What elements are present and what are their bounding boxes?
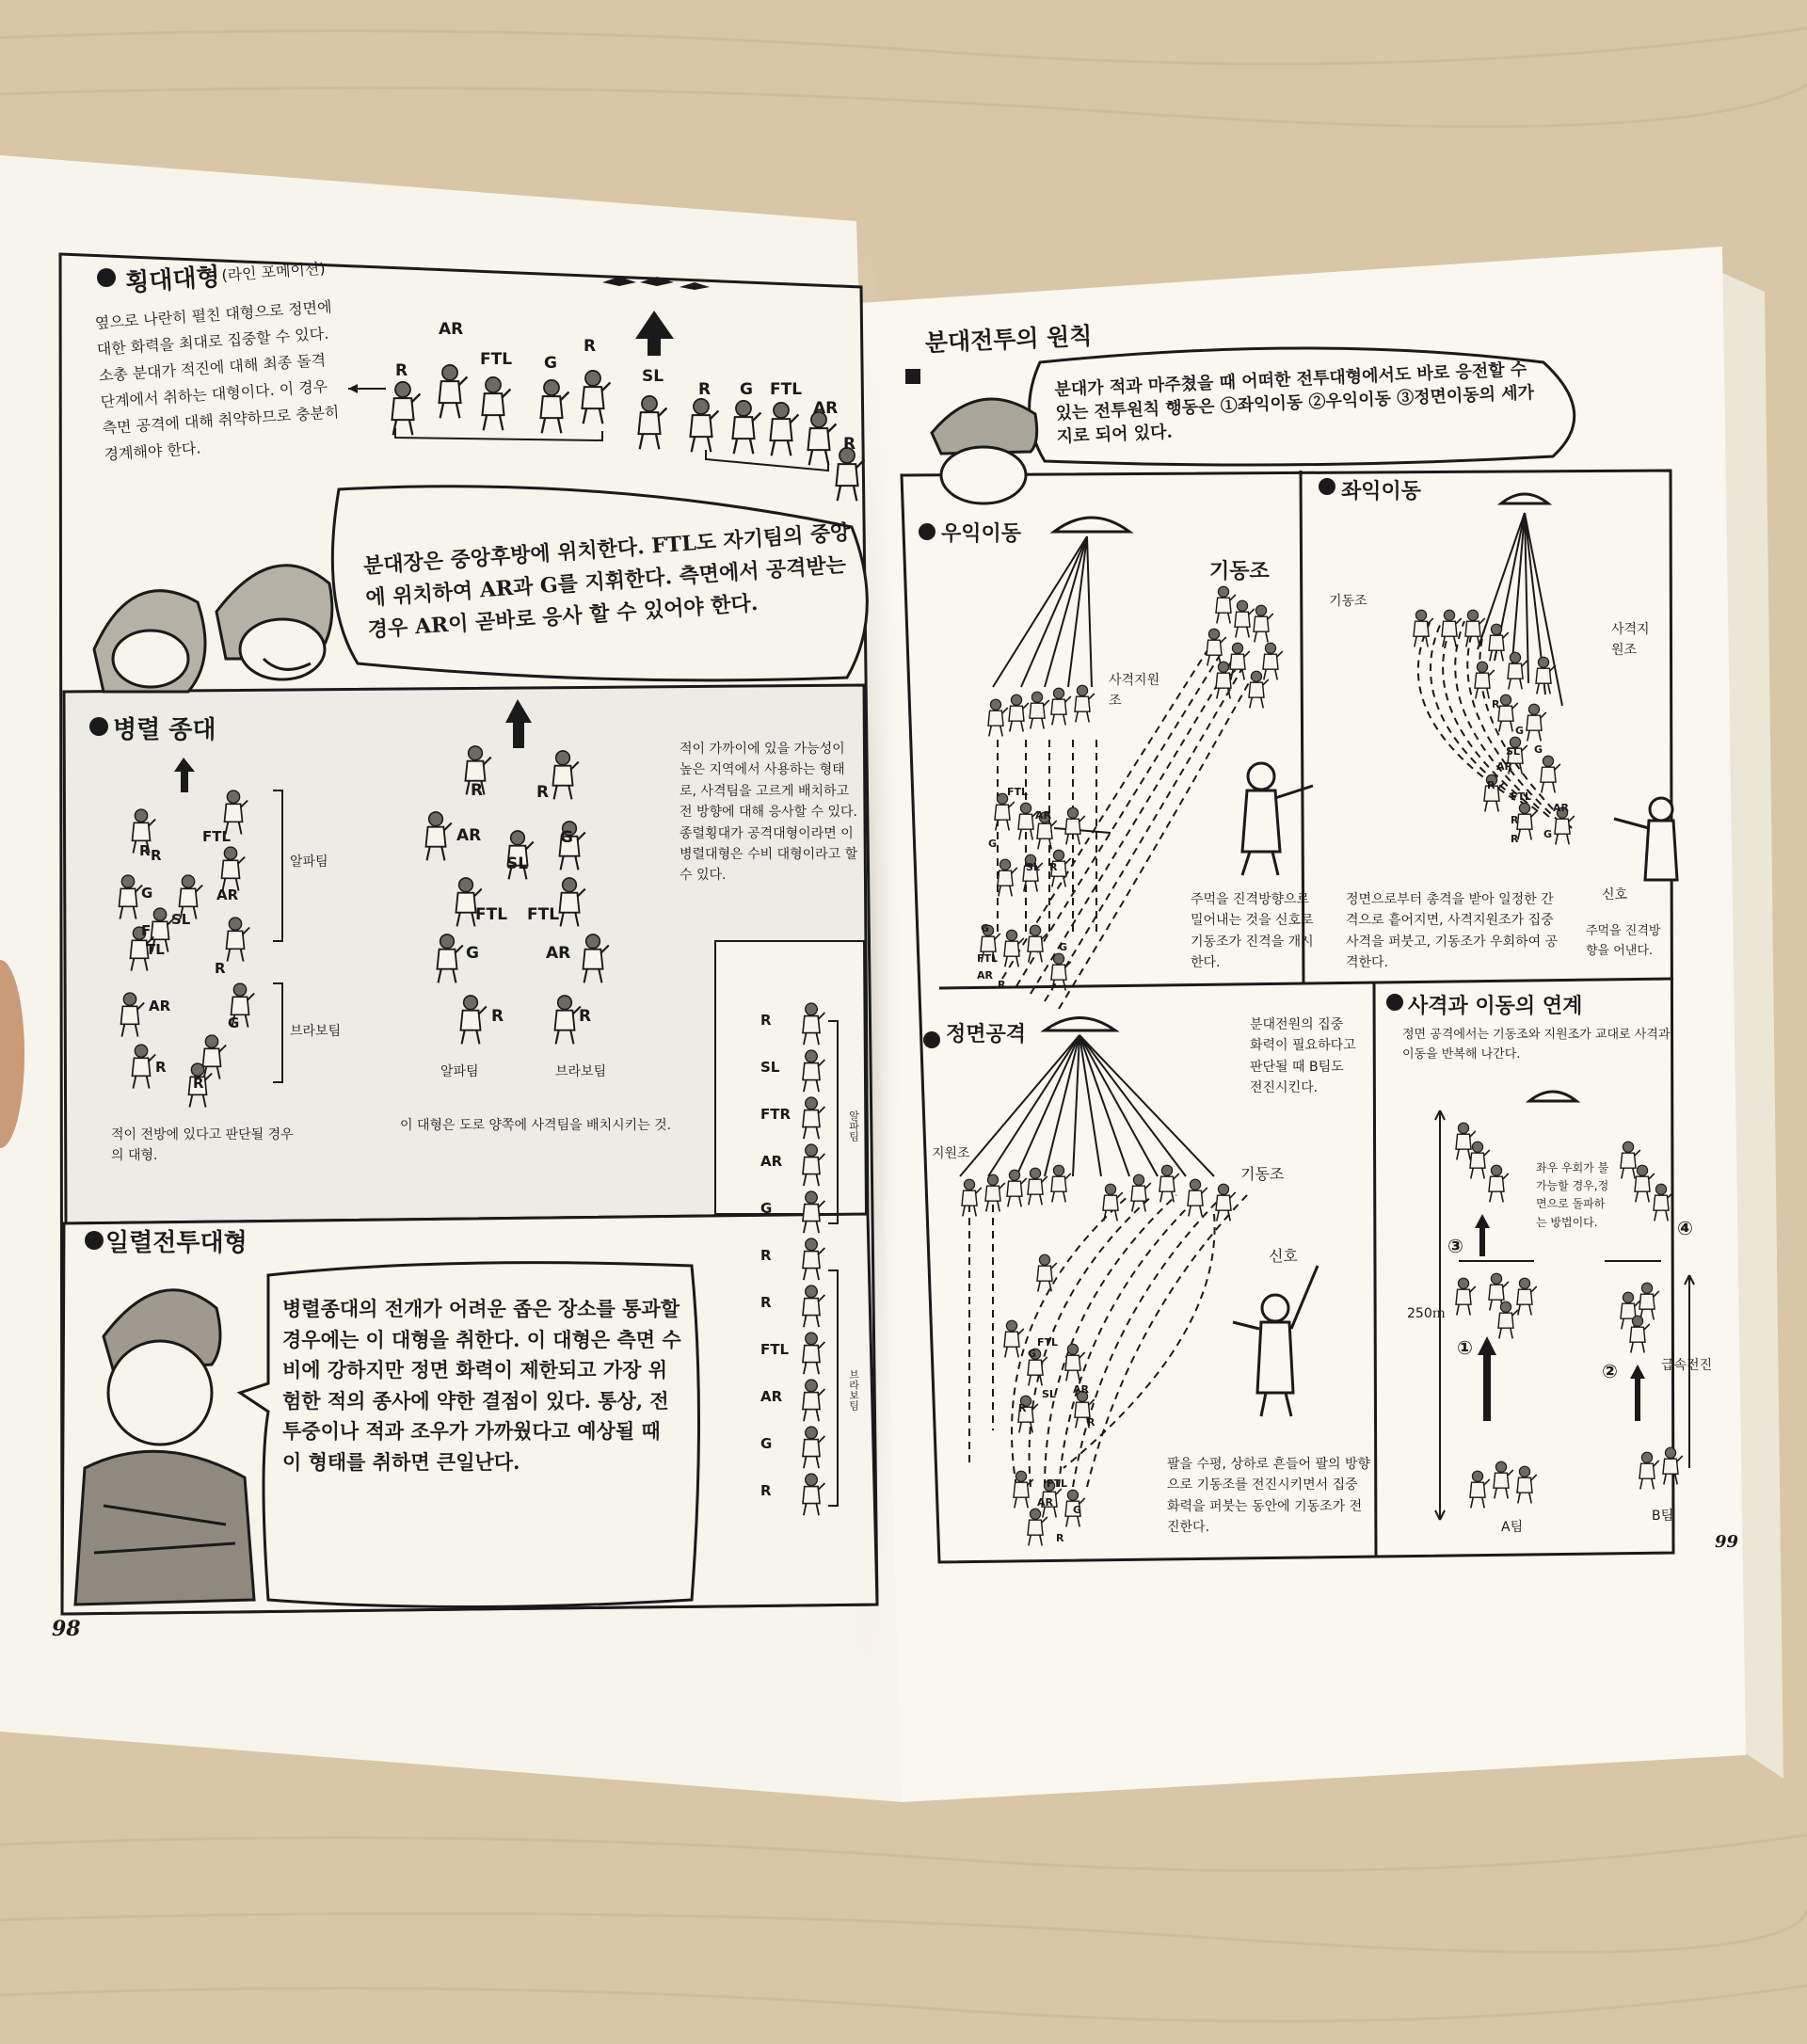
unit-label: AR (1035, 809, 1051, 822)
unit-label: AR (149, 998, 171, 1014)
unit-label: G (1059, 941, 1068, 953)
unit-label: R (155, 1059, 167, 1076)
left-move-signal-caption: 주먹을 진격방향을 어낸다. (1586, 924, 1661, 958)
unit-label: R (1056, 1532, 1064, 1544)
unit-label: FTL (770, 380, 803, 399)
unit-label: AR (1553, 802, 1569, 814)
left-move-caption: 정면으로부터 총격을 받아 일정한 간격으로 흩어지면, 사격지원조가 집중사격을 퍼붓고, 기동조가 우회하여 공격한다. (1346, 892, 1559, 971)
line-formation-title: 횡대대형 (라인 포메이션) (124, 259, 327, 298)
unit-label: R (1087, 1416, 1095, 1429)
fire-move-team-b: B팀 (1652, 1509, 1674, 1524)
front-attack-signal-label: 신호 (1269, 1247, 1298, 1265)
column-body-right: 적이 가까이에 있을 가능성이 높은 지역에서 사용하는 형태로, 사격팀을 고르게 배치하고 전 방향에 대해 응사할 수 있다. 종렬횡대가 공격대형이라면 이 병렬대형은 수비 대형이라고 할 수 있다. (680, 742, 858, 884)
right-page-number: 99 (1715, 1532, 1739, 1552)
unit-label: G (740, 380, 753, 399)
file-title: 일렬전투대형 (105, 1229, 248, 1257)
unit-label: F (141, 922, 152, 939)
unit-label: AR (760, 1153, 783, 1170)
unit-label: G (228, 1014, 240, 1031)
unit-label: R (584, 337, 597, 356)
unit-label: AR (760, 1388, 783, 1405)
unit-label: R (471, 781, 484, 800)
fire-move-rush-label: 급속전진 (1661, 1358, 1713, 1373)
unit-label: R (395, 361, 408, 380)
unit-label: R (843, 435, 856, 454)
unit-label: AR (456, 826, 482, 845)
left-move-title: 좌익이동 (1341, 480, 1422, 503)
unit-label: SL (1026, 861, 1040, 873)
unit-label: AR (439, 320, 464, 339)
unit-label: G (760, 1435, 773, 1452)
unit-label: AR (216, 886, 239, 903)
unit-label: FTL (760, 1341, 790, 1358)
unit-label: FTL (1511, 790, 1532, 803)
right-header-title: 분대전투의 원칙 (924, 322, 1094, 357)
unit-label: G (560, 828, 573, 847)
step-number: ① (1457, 1336, 1473, 1359)
unit-label: SL (1506, 745, 1520, 758)
front-attack-maneuver-label: 기동조 (1240, 1165, 1285, 1183)
right-move-support-label: 사격지원조 (1109, 673, 1160, 710)
step-number: ④ (1677, 1217, 1693, 1239)
unit-label: G (988, 838, 998, 850)
step-number: ③ (1447, 1235, 1463, 1257)
unit-label: G (1534, 743, 1543, 756)
fire-move-caption: 정면 공격에서는 기동조와 지원조가 교대로 사격과 이동을 반복해 나간다. (1402, 1028, 1671, 1062)
unit-label: R (536, 783, 550, 802)
unit-label: AR (813, 399, 839, 418)
unit-label: R (579, 1007, 592, 1026)
unit-label: SL (642, 367, 664, 386)
right-move-title: 우익이동 (941, 522, 1022, 546)
line-formation-body: 옆으로 나란히 펼친 대형으로 정면에 대한 화력을 최대로 집중할 수 있다. 소총 분대가 적진에 대해 최종 돌격단계에서 취하는 대형이다. 이 경우 측면 공격에 대해 취약하므로 충분히 경계해야 한다. (94, 297, 340, 464)
unit-label: R (1511, 833, 1519, 845)
left-move-signal-label: 신호 (1602, 887, 1628, 902)
unit-label: R (491, 1007, 504, 1026)
unit-label: R (760, 1482, 772, 1499)
unit-label: G (981, 922, 990, 934)
right-header-bubble-text: 분대가 적과 마주쳤을 때 어떠한 전투대형에서도 바로 응전할 수 있는 전투원칙 행동은 ①좌익이동 ②우익이동 ③정면이동의 세가지로 되어 있다. (1054, 359, 1535, 448)
unit-label: R (1049, 861, 1058, 873)
unit-label: SL (506, 854, 529, 873)
left-move-maneuver-label: 기동조 (1329, 594, 1367, 609)
unit-label: G (466, 944, 479, 963)
fire-move-team-a: A팀 (1501, 1520, 1524, 1535)
unit-label: R (1487, 779, 1495, 791)
unit-label: SL (760, 1059, 780, 1076)
line-formation-bubble-text: 분대장은 중앙후방에 위치한다. FTL도 자기팀의 중앙에 위치하여 AR과 G를 지휘한다. 측면에서 공격받는 경우 AR이 곧바로 응사 할 수 있어야 한다. (362, 519, 852, 643)
unit-label: R (998, 979, 1006, 991)
unit-label: FTL (527, 905, 560, 924)
front-attack-title: 정면공격 (946, 1023, 1027, 1046)
step-number: ② (1602, 1360, 1618, 1382)
fire-move-distance: 250ｍ (1407, 1306, 1446, 1321)
unit-label: FTL (480, 350, 513, 369)
unit-label: G (1073, 1504, 1082, 1516)
unit-label: G (760, 1200, 773, 1217)
column-caption-center: 이 대형은 도로 양쪽에 사격팀을 배치시키는 것. (400, 1118, 672, 1133)
front-attack-support-label: 지원조 (932, 1146, 970, 1161)
right-move-caption: 주먹을 진격방향으로 밀어내는 것을 신호로 기동조가 진격을 개시한다. (1191, 892, 1314, 971)
unit-label: FTL (1037, 1336, 1059, 1349)
file-team-bravo: 브라보팀 (847, 1369, 860, 1411)
left-move-support-label: 사격지원조 (1611, 622, 1650, 659)
unit-label: R (139, 842, 151, 859)
unit-label: AR (977, 969, 993, 982)
unit-label: R (1492, 698, 1500, 711)
unit-label: FTL (977, 952, 999, 965)
ring-alpha-label: 알파팀 (440, 1064, 479, 1079)
file-bubble-text: 병렬종대의 전개가 어려운 좁은 장소를 통과할 경우에는 이 대형을 취한다. 이 대형은 측면 수비에 강하지만 정면 화력이 제한되고 가장 위험한 적의 종사에 약한 결점이 있다. 통상, 전투중이나 적과 조우가 가까웠다고 예상될 때 이 형태를 취하면 큰일난다. (282, 1297, 681, 1474)
front-attack-caption: 팔을 수평, 상하로 흔들어 팔의 방향으로 기동조를 전진시키면서 집중 화력을 퍼붓는 동안에 기동조가 전진한다. (1167, 1457, 1371, 1536)
unit-label: R (215, 960, 226, 977)
unit-label: FTL (202, 828, 232, 845)
unit-label: AR (546, 944, 571, 963)
unit-label: R (760, 1012, 772, 1029)
front-attack-note: 분대전원의 집중 화력이 필요하다고 판단될 때 B팀도 전진시킨다. (1250, 1017, 1356, 1096)
unit-label: R (1511, 814, 1519, 826)
unit-label: TL (146, 941, 165, 958)
ring-bravo-label: 브라보팀 (555, 1064, 607, 1079)
column-team-bravo: 브라보팀 (290, 1024, 342, 1039)
file-team-alpha: 알파팀 (847, 1110, 860, 1142)
fire-move-note: 좌우 우회가 불가능할 경우,정면으로 돌파하는 방법이다. (1536, 1161, 1609, 1229)
unit-label: G (141, 885, 153, 902)
unit-label: G (1543, 828, 1553, 840)
unit-label: R (151, 847, 162, 864)
unit-label: R (760, 1247, 772, 1264)
left-page-number: 98 (52, 1617, 81, 1641)
unit-label: R (698, 380, 712, 399)
unit-label: FTR (760, 1106, 792, 1123)
unit-label: R (760, 1294, 772, 1311)
right-move-maneuver-label: 기동조 (1209, 560, 1270, 583)
unit-label: AR (1496, 760, 1512, 773)
unit-label: FTL (475, 905, 508, 924)
column-caption-left: 적이 전방에 있다고 판단될 경우의 대형. (111, 1127, 294, 1164)
column-title: 병렬 종대 (113, 716, 216, 744)
unit-label: R (193, 1075, 204, 1092)
unit-label: G (544, 354, 557, 373)
fire-move-title: 사격과 이동의 연계 (1408, 995, 1583, 1018)
unit-label: FTL (1007, 786, 1029, 798)
column-team-alpha: 알파팀 (290, 854, 328, 870)
unit-label: R (1018, 1402, 1027, 1414)
unit-label: G (1515, 725, 1525, 737)
unit-label: AR (1037, 1496, 1053, 1509)
unit-label: SL (171, 911, 191, 928)
unit-label: AR (1073, 1383, 1089, 1396)
unit-label: G (1028, 1348, 1037, 1360)
unit-label: FTL (1047, 1477, 1068, 1490)
unit-label: SL (1042, 1388, 1056, 1400)
